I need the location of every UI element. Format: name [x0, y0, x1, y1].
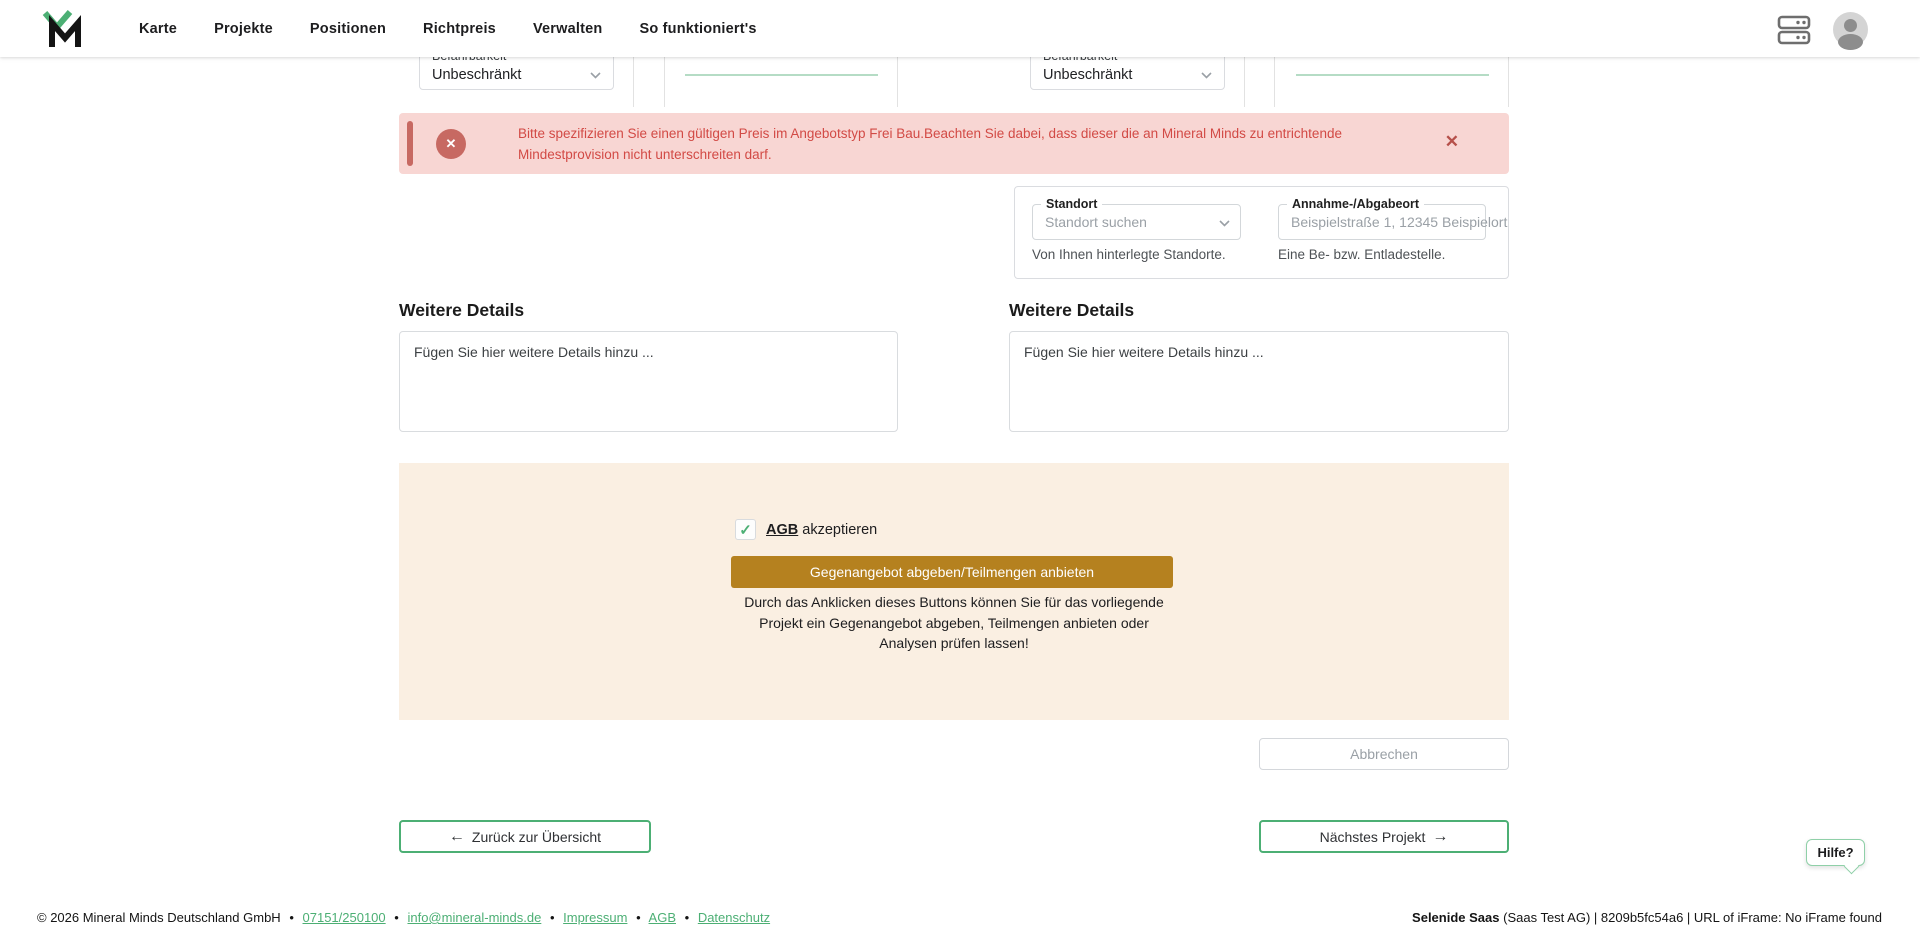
footer-link-agb[interactable]: AGB: [648, 910, 676, 925]
table-divider: [1274, 57, 1275, 107]
avatar-head-icon: [1844, 19, 1857, 32]
standort-card: [1014, 186, 1509, 279]
weitere-details-title-right: Weitere Details: [1009, 300, 1135, 320]
nav-item-projekte[interactable]: Projekte: [214, 20, 273, 37]
footer-separator: •: [289, 910, 294, 925]
footer-separator: •: [394, 910, 399, 925]
alert-message: Bitte spezifizieren Sie einen gültigen Preis im Angebotstyp Frei Bau.Beachten Sie dabei, dass dieser die an Mineral Minds zu entrichtende Mindestprovision nicht unterschreiten darf.: [518, 126, 1342, 162]
price-input-underline-right[interactable]: [1296, 74, 1489, 76]
footer-app-name: Selenide Saas: [1412, 910, 1500, 925]
server-icon: [1777, 13, 1811, 45]
nav-item-so-funktionierts[interactable]: So funktioniert's: [639, 20, 757, 37]
weitere-details-title-left: Weitere Details: [399, 300, 525, 320]
chevron-down-icon: [1201, 72, 1212, 79]
standort-placeholder: Standort suchen: [1045, 214, 1147, 230]
footer-link-datenschutz[interactable]: Datenschutz: [697, 910, 771, 925]
nav-item-karte[interactable]: Karte: [139, 20, 178, 37]
avatar-body-icon: [1838, 34, 1863, 50]
error-icon: ✕: [436, 129, 466, 159]
table-divider: [897, 57, 898, 107]
back-to-overview-button[interactable]: ← Zurück zur Übersicht: [399, 820, 651, 853]
table-divider: [1508, 57, 1509, 107]
agb-link[interactable]: AGB: [766, 521, 799, 538]
table-divider: [633, 57, 634, 107]
arrow-left-icon: ←: [448, 827, 465, 845]
footer-separator: •: [636, 910, 641, 925]
user-avatar[interactable]: [1833, 12, 1868, 47]
counter-offer-button[interactable]: Gegenangebot abgeben/Teilmengen anbieten: [731, 556, 1173, 588]
agb-checkbox[interactable]: [735, 519, 756, 540]
mineral-minds-logo[interactable]: [42, 8, 84, 53]
footer-separator: •: [684, 910, 690, 925]
help-bubble-tail: [1844, 859, 1860, 875]
abgabeort-label: Annahme-/Abgabeort: [1287, 197, 1424, 211]
arrow-right-icon: →: [1432, 827, 1449, 845]
footer-link-phone[interactable]: 07151/250100: [302, 910, 386, 925]
alert-close-button[interactable]: ✕: [1444, 132, 1459, 151]
footer-copyright: © 2026 Mineral Minds Deutschland GmbH: [37, 910, 281, 925]
nav-item-verwalten[interactable]: Verwalten: [532, 20, 603, 37]
footer-separator: •: [549, 910, 555, 925]
server-list-button[interactable]: [1777, 13, 1811, 50]
footer-link-impressum[interactable]: Impressum: [563, 910, 628, 925]
checkmark-icon: ✓: [739, 521, 752, 539]
chevron-down-icon: [1219, 220, 1230, 227]
nav-item-positionen[interactable]: Positionen: [309, 20, 387, 37]
alert-accent-bar: [407, 121, 413, 166]
abgabeort-placeholder: Beispielstraße 1, 12345 Beispielort: [1291, 214, 1508, 230]
footer-left: [37, 910, 770, 925]
error-alert: [399, 113, 1509, 174]
counter-offer-description: Durch das Anklicken dieses Buttons können Sie für das vorliegende Projekt ein Gegenangebot abgeben, Teilmengen anbieten oder Analysen prüfen lassen!: [744, 594, 1164, 651]
price-input-underline-left[interactable]: [685, 74, 878, 76]
agb-row: [735, 519, 877, 540]
main-navigation: [139, 0, 757, 57]
logo-icon: [42, 8, 84, 48]
top-navbar: [0, 0, 1920, 57]
footer-right: [1412, 910, 1882, 925]
weitere-details-textarea-right[interactable]: [1009, 331, 1509, 432]
cancel-button[interactable]: Abbrechen: [1259, 738, 1509, 770]
standort-helper-text: Von Ihnen hinterlegte Standorte.: [1032, 247, 1226, 262]
cutoff-form-left: [399, 57, 898, 111]
standort-label: Standort: [1041, 197, 1102, 211]
abgabeort-input[interactable]: [1278, 197, 1508, 240]
next-project-button[interactable]: Nächstes Projekt →: [1259, 820, 1509, 853]
cutoff-form-right: [1010, 57, 1509, 111]
table-divider: [664, 57, 665, 107]
help-label: Hilfe?: [1817, 845, 1854, 860]
footer-link-email[interactable]: info@mineral-minds.de: [407, 910, 542, 925]
standort-select[interactable]: [1032, 197, 1241, 240]
agb-label: AGB akzeptieren: [766, 521, 878, 538]
befahrbarkeit-value-left: Unbeschränkt: [432, 67, 522, 83]
nav-item-richtpreis[interactable]: Richtpreis: [423, 20, 496, 37]
chevron-down-icon: [590, 72, 601, 79]
help-bubble[interactable]: [1806, 839, 1865, 866]
weitere-details-textarea-left[interactable]: [399, 331, 898, 432]
befahrbarkeit-value-right: Unbeschränkt: [1043, 67, 1133, 83]
abgabeort-helper-text: Eine Be- bzw. Entladestelle.: [1278, 247, 1446, 262]
footer-env-info: (Saas Test AG) | 8209b5fc54a6 | URL of iFrame: No iFrame found: [1499, 910, 1882, 925]
counter-offer-section: [399, 463, 1509, 720]
table-divider: [1244, 57, 1245, 107]
